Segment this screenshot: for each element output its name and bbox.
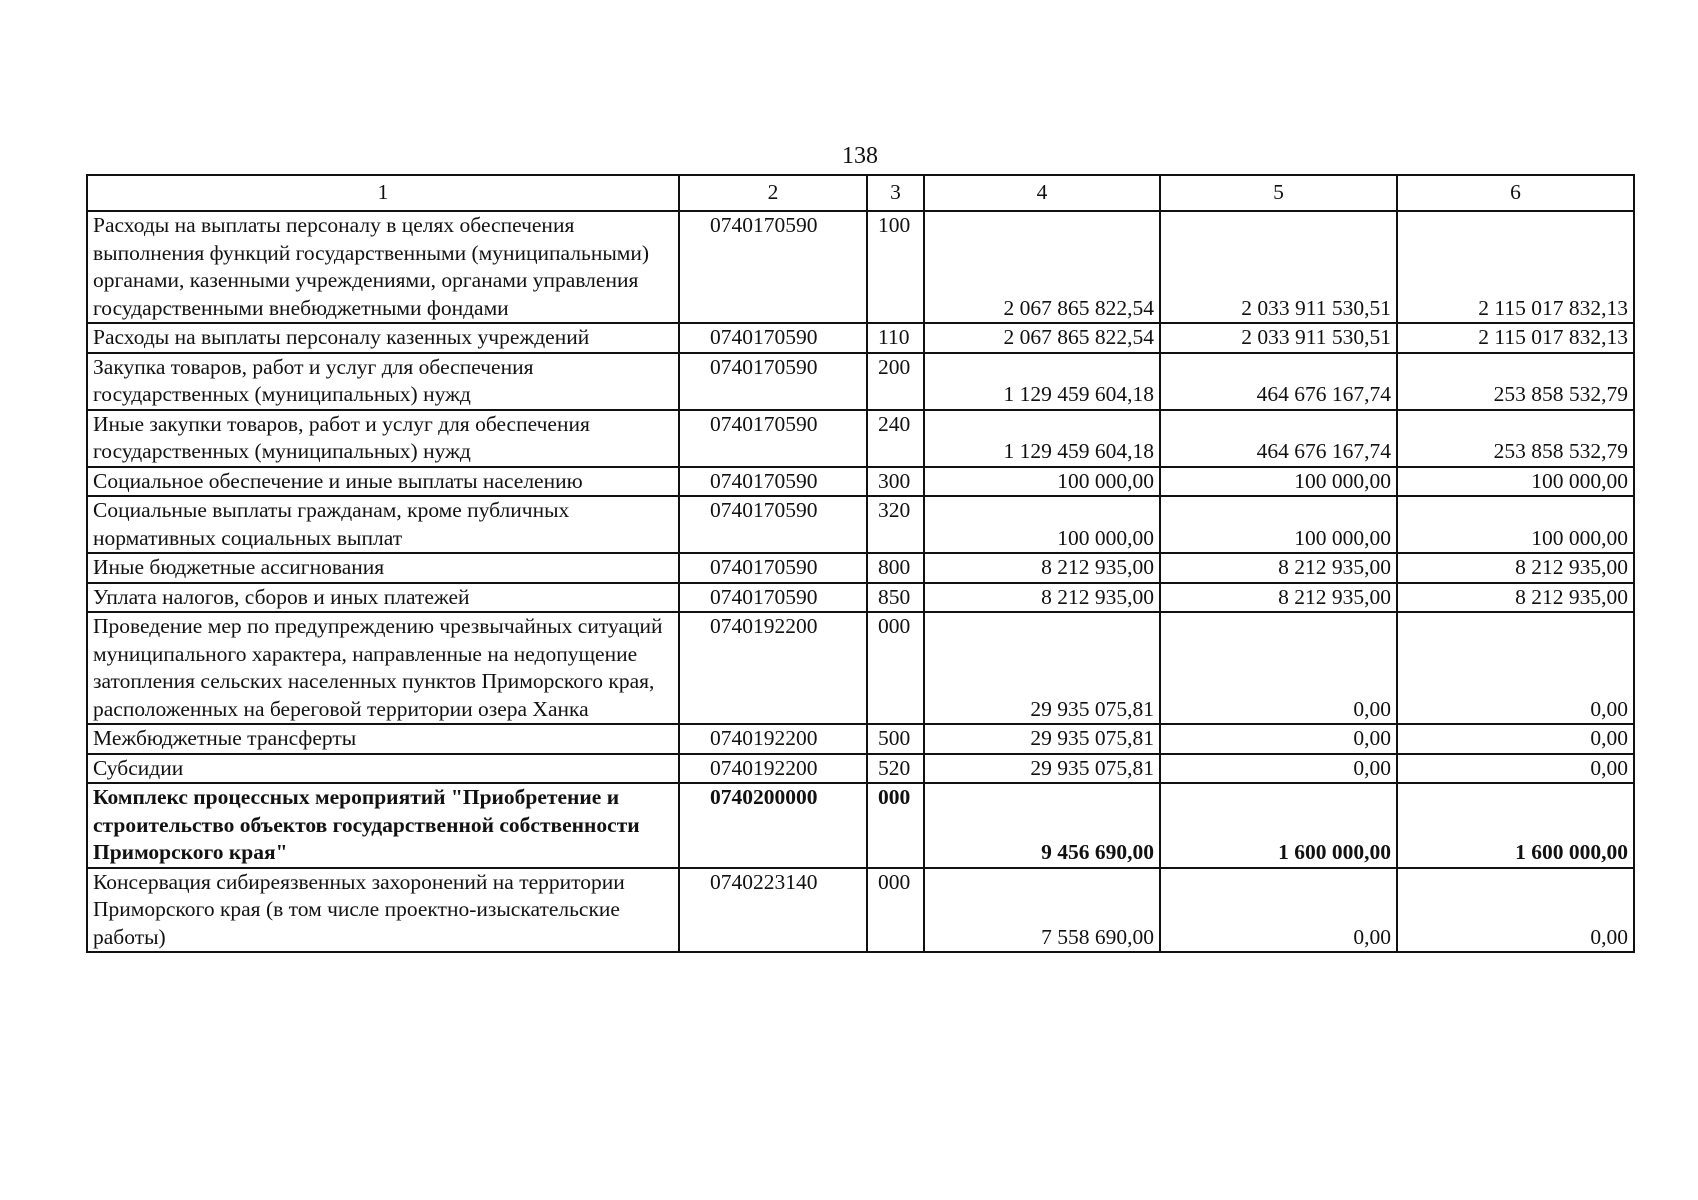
row-amount-col6: 0,00 <box>1397 612 1634 724</box>
row-amount-col4: 29 935 075,81 <box>924 754 1160 784</box>
row-name: Социальное обеспечение и иные выплаты населению <box>87 467 679 497</box>
row-amount-col4: 2 067 865 822,54 <box>924 323 1160 353</box>
row-name: Расходы на выплаты персоналу казенных учреждений <box>87 323 679 353</box>
row-vr: 500 <box>867 724 924 754</box>
row-code: 0740170590 <box>679 583 867 613</box>
row-code: 0740170590 <box>679 496 867 553</box>
row-amount-col5: 0,00 <box>1160 724 1397 754</box>
row-code: 0740200000 <box>679 783 867 868</box>
row-name: Иные бюджетные ассигнования <box>87 553 679 583</box>
row-amount-col4: 100 000,00 <box>924 496 1160 553</box>
row-amount-col6: 8 212 935,00 <box>1397 553 1634 583</box>
header-cell: 4 <box>924 175 1160 211</box>
row-amount-col5: 8 212 935,00 <box>1160 583 1397 613</box>
row-amount-col5: 100 000,00 <box>1160 467 1397 497</box>
row-name: Субсидии <box>87 754 679 784</box>
row-amount-col4: 1 129 459 604,18 <box>924 410 1160 467</box>
row-name: Консервация сибиреязвенных захоронений на территории Приморского края (в том числе проектно-изыскательские работы) <box>87 868 679 953</box>
row-vr: 100 <box>867 211 924 323</box>
row-amount-col5: 0,00 <box>1160 612 1397 724</box>
row-code: 0740170590 <box>679 211 867 323</box>
row-code: 0740170590 <box>679 410 867 467</box>
header-cell: 5 <box>1160 175 1397 211</box>
row-amount-col6: 0,00 <box>1397 724 1634 754</box>
row-name: Расходы на выплаты персоналу в целях обеспечения выполнения функций государственными (муниципальными) органами, казенными учреждениями, органами управления государственными внебюджетными фондами <box>87 211 679 323</box>
row-vr: 800 <box>867 553 924 583</box>
header-cell: 6 <box>1397 175 1634 211</box>
row-amount-col6: 1 600 000,00 <box>1397 783 1634 868</box>
row-amount-col6: 100 000,00 <box>1397 496 1634 553</box>
row-name: Закупка товаров, работ и услуг для обеспечения государственных (муниципальных) нужд <box>87 353 679 410</box>
row-amount-col4: 8 212 935,00 <box>924 583 1160 613</box>
header-cell: 3 <box>867 175 924 211</box>
header-cell: 1 <box>87 175 679 211</box>
row-amount-col6: 253 858 532,79 <box>1397 353 1634 410</box>
row-vr: 240 <box>867 410 924 467</box>
row-amount-col5: 2 033 911 530,51 <box>1160 211 1397 323</box>
row-amount-col6: 2 115 017 832,13 <box>1397 211 1634 323</box>
row-vr: 850 <box>867 583 924 613</box>
row-name: Уплата налогов, сборов и иных платежей <box>87 583 679 613</box>
row-code: 0740192200 <box>679 612 867 724</box>
row-code: 0740192200 <box>679 724 867 754</box>
table-row <box>87 553 1634 583</box>
row-amount-col4: 8 212 935,00 <box>924 553 1160 583</box>
row-amount-col4: 29 935 075,81 <box>924 724 1160 754</box>
row-amount-col4: 100 000,00 <box>924 467 1160 497</box>
row-code: 0740170590 <box>679 467 867 497</box>
header-cell: 2 <box>679 175 867 211</box>
row-amount-col4: 29 935 075,81 <box>924 612 1160 724</box>
row-amount-col5: 1 600 000,00 <box>1160 783 1397 868</box>
row-vr: 520 <box>867 754 924 784</box>
row-amount-col4: 2 067 865 822,54 <box>924 211 1160 323</box>
page-number: 138 <box>842 143 878 169</box>
row-amount-col5: 464 676 167,74 <box>1160 353 1397 410</box>
row-vr: 300 <box>867 467 924 497</box>
table-row <box>87 583 1634 613</box>
row-amount-col5: 0,00 <box>1160 868 1397 953</box>
row-amount-col5: 0,00 <box>1160 754 1397 784</box>
row-amount-col4: 7 558 690,00 <box>924 868 1160 953</box>
row-amount-col5: 100 000,00 <box>1160 496 1397 553</box>
budget-table <box>86 174 1635 953</box>
row-amount-col6: 8 212 935,00 <box>1397 583 1634 613</box>
row-amount-col4: 1 129 459 604,18 <box>924 353 1160 410</box>
row-vr: 000 <box>867 868 924 953</box>
row-code: 0740170590 <box>679 553 867 583</box>
row-amount-col4: 9 456 690,00 <box>924 783 1160 868</box>
table-row-program-complex <box>87 783 1634 868</box>
row-vr: 000 <box>867 783 924 868</box>
row-amount-col6: 253 858 532,79 <box>1397 410 1634 467</box>
row-code: 0740223140 <box>679 868 867 953</box>
row-amount-col5: 2 033 911 530,51 <box>1160 323 1397 353</box>
table-row <box>87 868 1634 953</box>
row-name: Иные закупки товаров, работ и услуг для обеспечения государственных (муниципальных) нужд <box>87 410 679 467</box>
row-vr: 000 <box>867 612 924 724</box>
row-name: Комплекс процессных мероприятий "Приобретение и строительство объектов государственной собственности Приморского края" <box>87 783 679 868</box>
row-name: Социальные выплаты гражданам, кроме публичных нормативных социальных выплат <box>87 496 679 553</box>
table-row <box>87 754 1634 784</box>
table-row <box>87 410 1634 467</box>
row-amount-col5: 464 676 167,74 <box>1160 410 1397 467</box>
table-row <box>87 353 1634 410</box>
row-code: 0740170590 <box>679 323 867 353</box>
row-vr: 320 <box>867 496 924 553</box>
table-row <box>87 467 1634 497</box>
table-header-row <box>87 175 1634 211</box>
table-row <box>87 612 1634 724</box>
table-row <box>87 323 1634 353</box>
row-amount-col6: 2 115 017 832,13 <box>1397 323 1634 353</box>
table-row <box>87 724 1634 754</box>
row-amount-col6: 0,00 <box>1397 754 1634 784</box>
row-vr: 110 <box>867 323 924 353</box>
table-row <box>87 211 1634 323</box>
row-name: Межбюджетные трансферты <box>87 724 679 754</box>
row-name: Проведение мер по предупреждению чрезвычайных ситуаций муниципального характера, направленные на недопущение затопления сельских населенных пунктов Приморского края, расположенных на береговой территории озера Ханка <box>87 612 679 724</box>
row-vr: 200 <box>867 353 924 410</box>
table-row <box>87 496 1634 553</box>
row-code: 0740170590 <box>679 353 867 410</box>
row-code: 0740192200 <box>679 754 867 784</box>
row-amount-col6: 100 000,00 <box>1397 467 1634 497</box>
row-amount-col6: 0,00 <box>1397 868 1634 953</box>
row-amount-col5: 8 212 935,00 <box>1160 553 1397 583</box>
